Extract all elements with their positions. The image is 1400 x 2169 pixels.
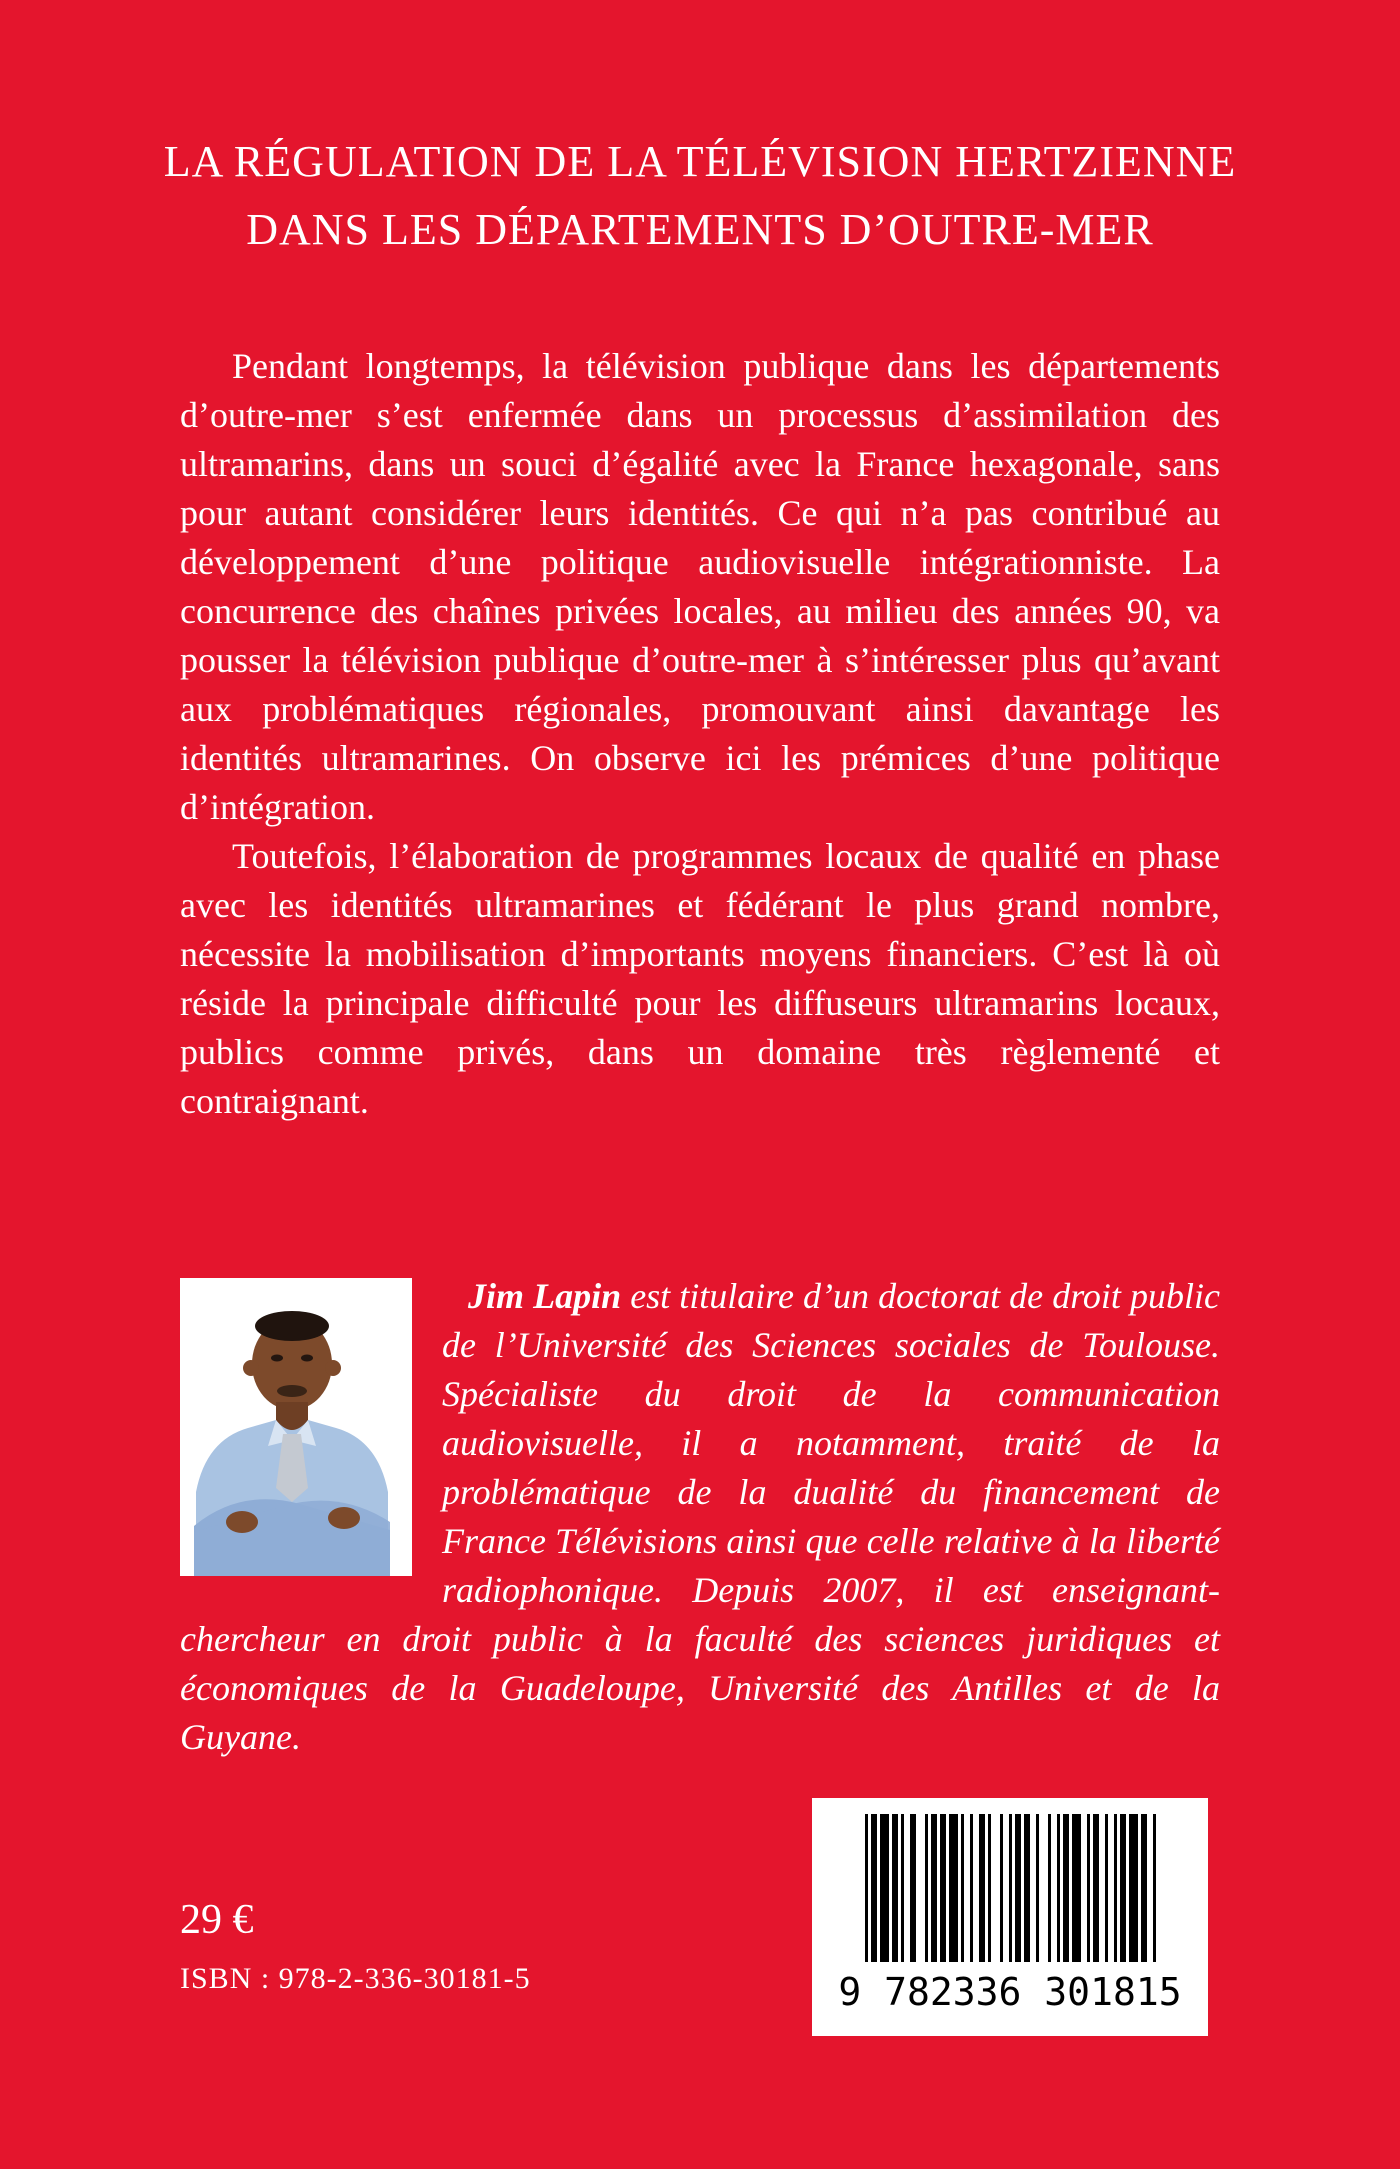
summary-paragraph-2: Toutefois, l’élaboration de programmes locaux de qualité en phase avec les identités ultramarines et fédérant le plus grand nombre, nécessite la mobilisation d’importants moyens financiers. C’est là où réside la principale difficulté pour les diffuseurs ultramarins locaux, publics comme privés, dans un domaine très règlementé et contraignant. bbox=[180, 836, 1220, 1121]
summary-paragraph-1: Pendant longtemps, la télévision publique dans les départements d’outre-mer s’est enfermée dans un processus d’assimilation des ultramarins, dans un souci d’égalité avec la France hexagonale, sans pour autant considérer leurs identités. Ce qui n’a pas contribué au développement d’une politique audiovisuelle intégrationniste. La concurrence des chaînes privées locales, au milieu des années 90, va pousser la télévision publique d’outre-mer à s’intéresser plus qu’avant aux problématiques régionales, promouvant ainsi davantage les identités ultramarines. On observe ici les prémices d’une politique d’intégration. bbox=[180, 346, 1220, 827]
bio-text: est titulaire d’un doctorat de droit public de l’Université des Sciences sociales de Toulouse. Spécialiste du droit de la communication audiovisuelle, il a notamment, traité de la problématique de la dualité du financement de France Télévisions ainsi que celle relative à la liberté radiophonique. Depuis 2007, il est enseignant-chercheur en droit public à la faculté des sciences juridiques et économiques de la Guadeloupe, Université des Antilles et de la Guyane. bbox=[180, 1276, 1220, 1757]
author-bio bbox=[180, 1272, 1220, 1762]
isbn: ISBN : 978-2-336-30181-5 bbox=[180, 1962, 531, 1995]
price: 29 € bbox=[180, 1897, 254, 1943]
author-photo bbox=[180, 1278, 412, 1576]
barcode-bars bbox=[832, 1814, 1188, 1962]
title-line-1: LA RÉGULATION DE LA TÉLÉVISION HERTZIENNE bbox=[163, 137, 1237, 186]
barcode bbox=[812, 1798, 1208, 2036]
barcode-digits: 9 782336 301815 bbox=[838, 1970, 1182, 2014]
title-line-2: DANS LES DÉPARTEMENTS D’OUTRE-MER bbox=[246, 205, 1154, 254]
man-portrait-illustration bbox=[180, 1278, 412, 1576]
book-title bbox=[0, 128, 1400, 264]
back-cover-summary bbox=[180, 342, 1220, 1126]
author-name: Jim Lapin bbox=[468, 1276, 622, 1316]
